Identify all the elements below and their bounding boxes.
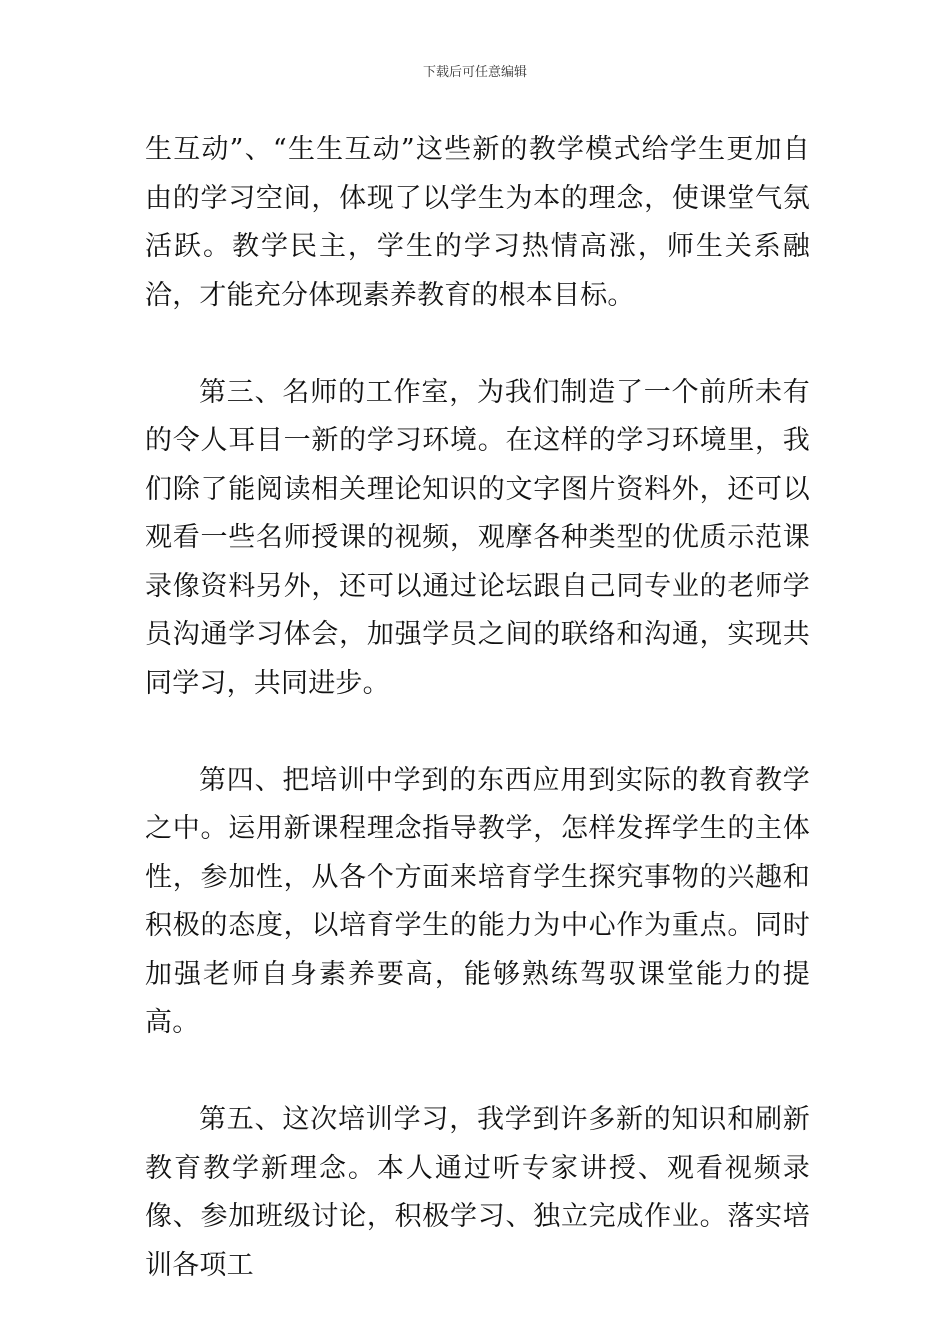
paragraph-fifth-point: 第五、这次培训学习，我学到许多新的知识和刷新教育教学新理念。本人通过听专家讲授、观看视频录像、参加班级讨论，积极学习、独立完成作业。落实培训各项工 bbox=[145, 1104, 810, 1281]
paragraph-third-point: 第三、名师的工作室，为我们制造了一个前所未有的令人耳目一新的学习环境。在这样的学习环境里，我们除了能阅读相关理论知识的文字图片资料外，还可以观看一些名师授课的视频，观摩各种类型的优质示范课录像资料另外，还可以通过论坛跟自己同专业的老师学员沟通学习体会，加强学员之间的联络和沟通，实现共同学习，共同进步。 bbox=[145, 376, 810, 699]
document-body bbox=[145, 126, 810, 1290]
paragraph-gap bbox=[145, 708, 810, 757]
paragraph-continuation: 生互动”、“生生互动”这些新的教学模式给学生更加自由的学习空间，体现了以学生为本的理念，使课堂气氛活跃。教学民主，学生的学习热情高涨，师生关系融洽，才能充分体现素养教育的根本目标。 bbox=[145, 134, 810, 311]
page-header: 下载后可任意编辑 bbox=[422, 65, 527, 80]
paragraph-gap bbox=[145, 320, 810, 369]
paragraph-gap bbox=[145, 1048, 810, 1097]
paragraph-fourth-point: 第四、把培训中学到的东西应用到实际的教育教学之中。运用新课程理念指导教学，怎样发挥学生的主体性，参加性，从各个方面来培育学生探究事物的兴趣和积极的态度，以培育学生的能力为中心作为重点。同时加强老师自身素养要高，能够熟练驾驭课堂能力的提高。 bbox=[145, 764, 810, 1038]
